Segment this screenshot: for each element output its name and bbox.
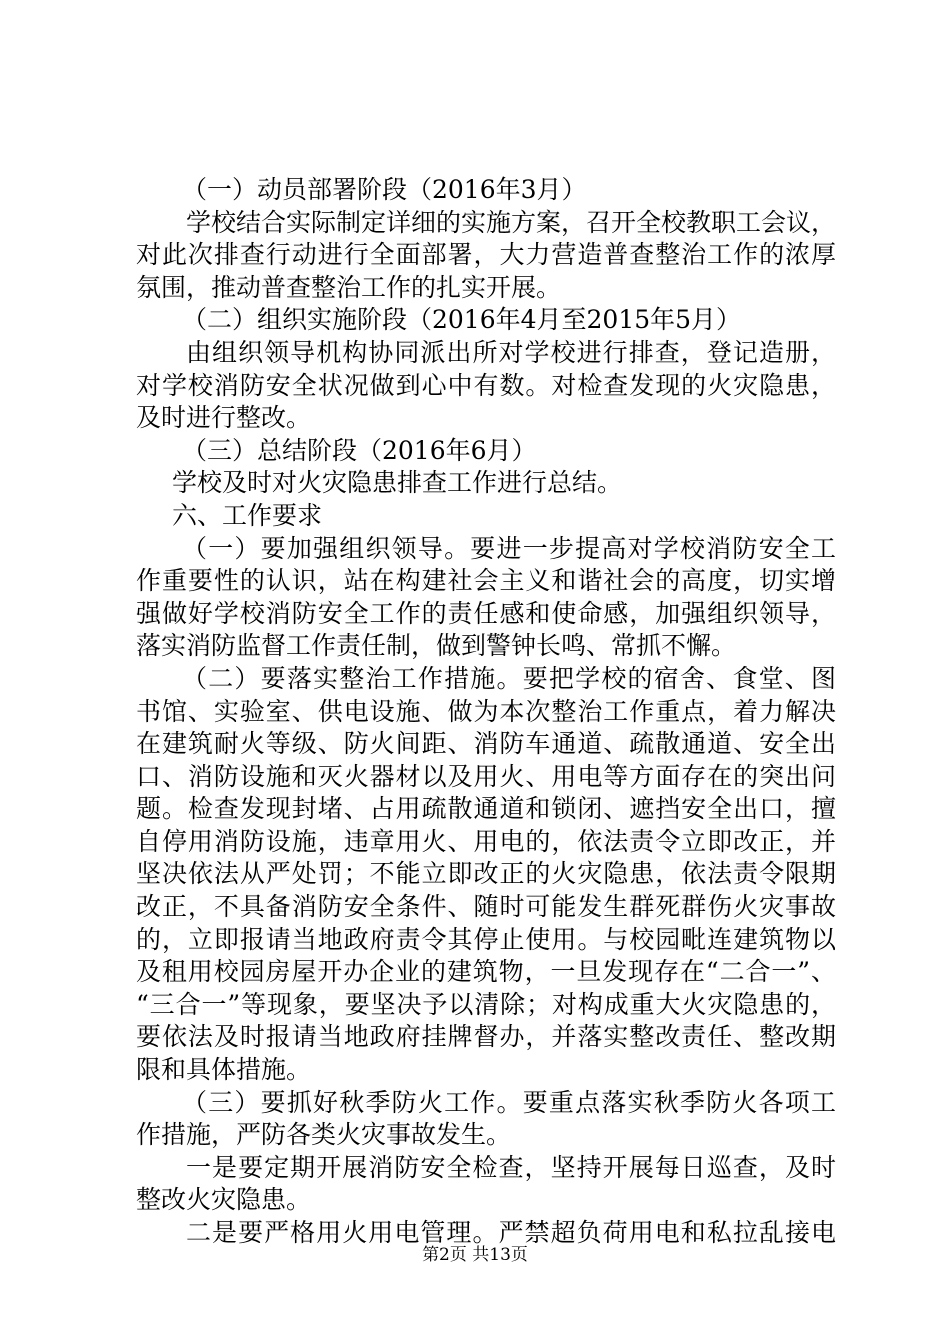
- section-heading-work-requirements: 六、工作要求: [172, 500, 323, 530]
- paragraph-line: 自停用消防设施，违章用火、用电的，依法责令立即改正，并: [136, 826, 836, 856]
- paragraph-line: 作措施，严防各类火灾事故发生。: [136, 1120, 512, 1150]
- paragraph-line: 作重要性的认识，站在构建社会主义和谐社会的高度，切实增: [136, 566, 836, 596]
- paragraph-line: 整改火灾隐患。: [136, 1185, 312, 1215]
- page-number-footer: 第2页 共13页: [422, 1245, 528, 1265]
- paragraph-line: 二是要严格用火用电管理。严禁超负荷用电和私拉乱接电: [186, 1218, 836, 1247]
- paragraph-line: 限和具体措施。: [136, 1055, 312, 1085]
- heading-implementation-stage: （二）组织实施阶段（2016年4月至2015年5月）: [182, 305, 742, 335]
- paragraph-line: 对学校消防安全状况做到心中有数。对检查发现的火灾隐患，: [136, 370, 836, 400]
- paragraph-line: （三）要抓好秋季防火工作。要重点落实秋季防火各项工: [182, 1087, 836, 1117]
- paragraph-line: （二）要落实整治工作措施。要把学校的宿舍、食堂、图: [182, 663, 836, 693]
- paragraph-line: 强做好学校消防安全工作的责任感和使命感，加强组织领导，: [136, 598, 836, 628]
- paragraph-line: 一是要定期开展消防安全检查，坚持开展每日巡查，及时: [186, 1152, 836, 1182]
- paragraph-line: 的，立即报请当地政府责令其停止使用。与校园毗连建筑物以: [136, 924, 836, 954]
- paragraph-line: “三合一”等现象，要坚决予以清除；对构成重大火灾隐患的，: [136, 989, 836, 1019]
- heading-mobilization-stage: （一）动员部署阶段（2016年3月）: [182, 175, 587, 204]
- heading-summary-stage: （三）总结阶段（2016年6月）: [182, 435, 537, 465]
- paragraph-line: 要依法及时报请当地政府挂牌督办，并落实整改责任、整改期: [136, 1022, 836, 1052]
- paragraph-line: 坚决依法从严处罚；不能立即改正的火灾隐患，依法责令限期: [136, 859, 836, 889]
- paragraph-line: 题。检查发现封堵、占用疏散通道和锁闭、遮挡安全出口，擅: [136, 794, 836, 824]
- paragraph-line: 口、消防设施和灭火器材以及用火、用电等方面存在的突出问: [136, 761, 836, 791]
- paragraph-line: 及时进行整改。: [136, 403, 312, 433]
- paragraph-line: 及租用校园房屋开办企业的建筑物，一旦发现存在“二合一”、: [136, 957, 836, 987]
- document-body: [136, 174, 836, 1250]
- paragraph-line: 改正，不具备消防安全条件、随时可能发生群死群伤火灾事故: [136, 892, 836, 922]
- paragraph-line: 学校及时对火灾隐患排查工作进行总结。: [172, 468, 623, 498]
- paragraph-line: （一）要加强组织领导。要进一步提高对学校消防安全工: [182, 533, 836, 563]
- paragraph-line: 由组织领导机构协同派出所对学校进行排查，登记造册，: [186, 337, 836, 367]
- paragraph-line: 对此次排查行动进行全面部署，大力营造普查整治工作的浓厚: [136, 240, 836, 270]
- paragraph-line: 氛围，推动普查整治工作的扎实开展。: [136, 272, 562, 302]
- paragraph-line: 在建筑耐火等级、防火间距、消防车通道、疏散通道、安全出: [136, 729, 836, 759]
- paragraph-line: 落实消防监督工作责任制，做到警钟长鸣、常抓不懈。: [136, 631, 737, 661]
- paragraph-line: 学校结合实际制定详细的实施方案，召开全校教职工会议，: [186, 207, 837, 237]
- paragraph-line: 书馆、实验室、供电设施、做为本次整治工作重点，着力解决: [136, 696, 836, 726]
